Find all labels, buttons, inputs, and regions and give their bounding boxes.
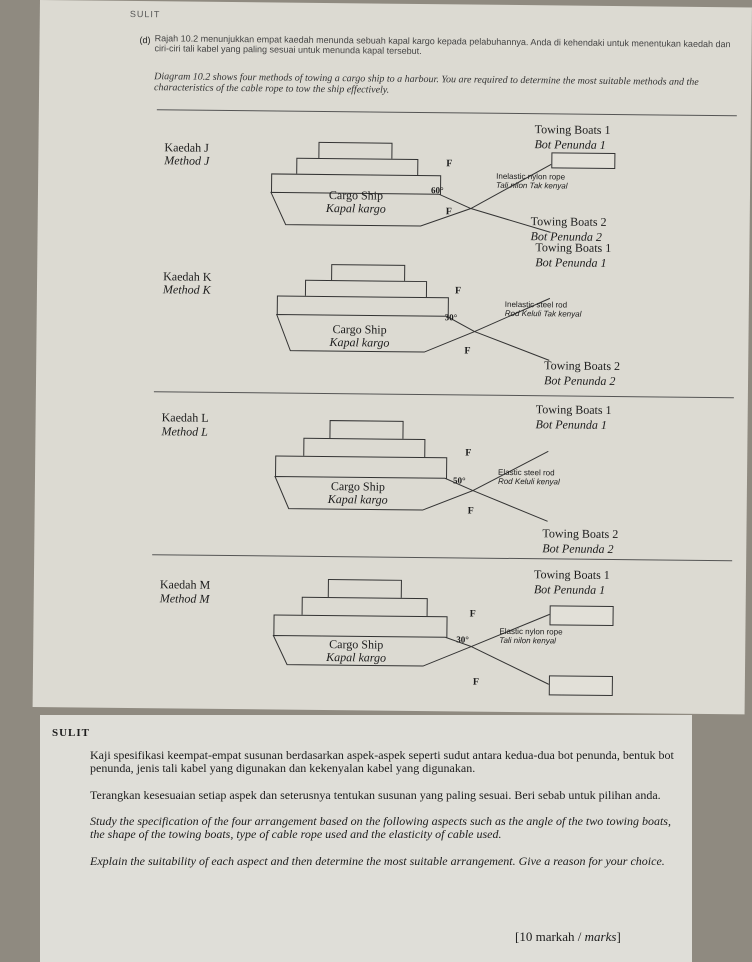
method-m-section [151,554,733,711]
towing-boat-1-icon [551,152,615,169]
towing-boat-1-label: Towing Boats 1 Bot Penunda 1 [534,122,611,152]
method-j-section [155,109,736,261]
method-j-english: Method J [164,153,210,168]
cargo-ship-label: Cargo Ship Kapal kargo [329,322,390,350]
force-label-top: F [454,285,462,297]
instructions-malay-2: Terangkan kesesuaian setiap aspek dan seterusnya tentukan susunan yang paling sesuai. Beri sebab untuk pilihan anda. [90,788,661,802]
intro-malay: Rajah 10.2 menunjukkan empat kaedah menunda sebuah kapal kargo kepada pelabuhannya. Anda di kehendaki untuk menentukan kaedah dan ciri-ciri tali kabel yang paling sesuai untuk menunda kapal tersebut. [154,33,731,56]
rope-label: Inelastic nylon rope Tali nilon Tak kenyal [496,171,568,191]
force-label-bottom: F [472,676,480,688]
angle-label: 60° [430,185,444,196]
sulit-label: SULIT [52,727,91,739]
instructions-english-2: Explain the suitability of each aspect and then determine the most suitable arrangement. Give a reason for your choice. [90,854,665,868]
method-j-malay: Kaedah J [164,140,209,155]
rope-label: Elastic steel rod Rod Keluli kenyal [497,467,560,487]
question-page [33,0,752,714]
force-label-top: F [469,608,476,620]
towing-boat-2-label: Towing Boats 2 Bot Penunda 2 [543,358,621,389]
towing-diagram [151,109,737,715]
method-l-section [152,391,734,561]
marks-label: [10 markah / marks] [515,929,621,944]
towing-boat-2-label: Towing Boats 2 Bot Penunda 2 [542,526,619,557]
method-k-section [154,240,735,397]
instructions-english-1: Study the specification of the four arrangement based on the following aspects such as the angle of the two towing boats, the shape of the towing boats, type of cable rope used and the elasticity of cable used. [90,814,671,841]
towing-boat-1-label: Towing Boats 1 Bot Penunda 1 [535,402,612,432]
force-label-bottom: F [445,206,452,218]
angle-label: 30° [456,634,469,645]
rope-label: Inelastic steel rod Rod Keluli Tak kenyal [504,299,582,319]
force-label-top: F [446,158,453,170]
towing-boat-1-label: Towing Boats 1 Bot Penunda 1 [533,567,610,597]
question-number: (d) [139,35,151,46]
header-sulit: SULIT [129,8,161,20]
method-l-english: Method L [161,424,208,439]
method-k-malay: Kaedah K [163,269,212,284]
force-label-bottom: F [467,505,474,517]
intro-english: Diagram 10.2 shows four methods of towing a cargo ship to a harbour. You are required to determine the most suitable methods and the characteristics of the cable rope to tow the ship effectively. [154,71,699,96]
method-k-english: Method K [162,282,211,297]
method-m-english: Method M [159,591,210,606]
towing-boat-2-label: Towing Boats 2 Bot Penunda 2 [530,214,607,244]
method-m-malay: Kaedah M [159,577,211,592]
cargo-ship-label: Cargo Ship Kapal kargo [327,479,388,507]
method-l-malay: Kaedah L [161,410,209,425]
force-label-bottom: F [464,345,471,357]
rope-label: Elastic nylon rope Tali nilon kenyal [499,626,563,646]
towing-boat-1-label: Towing Boats 1 Bot Penunda 1 [535,240,612,270]
towing-boat-2-icon [549,675,613,696]
angle-label: 50° [452,475,466,486]
instructions-malay-1: Kaji spesifikasi keempat-empat susunan berdasarkan aspek-aspek seperti sudut antara kedua-dua bot penunda, bentuk bot penunda, jenis tali kabel yang digunakan dan kekenyalan kabel yang digunakan. [90,748,674,775]
angle-label: 30° [444,312,458,323]
cargo-ship-label: Cargo Ship Kapal kargo [326,637,387,665]
force-label-top: F [465,447,472,459]
cargo-ship-label: Cargo Ship Kapal kargo [325,188,386,216]
instructions-page [40,715,692,962]
towing-boat-1-icon [549,605,613,626]
